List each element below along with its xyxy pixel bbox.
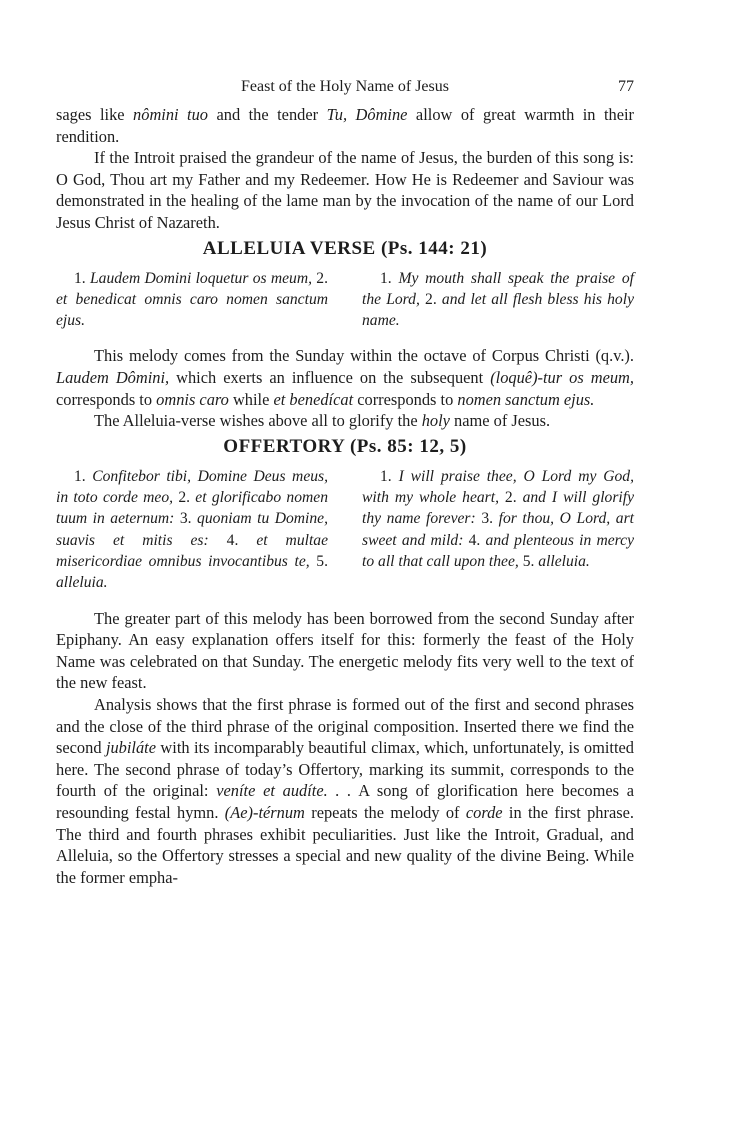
offertory-latin-text: 1. Confitebor tibi, Domine Deus meus, in toto corde meo, 2. et glorificabo nomen tuum in aeternum: 3. quoniam tu Domine, suavis et mitis es: 4. et multae misericordiae omnibus invocantibus te, 5. alleluia. [56, 467, 328, 592]
page-number: 77 [618, 78, 634, 95]
running-title: Feast of the Holy Name of Jesus [241, 78, 449, 95]
alleluia-latin-text: 1. Laudem Domini loquetur os meum, 2. et benedicat omnis caro nomen sanctum ejus. [56, 269, 328, 330]
alleluia-english-text: 1. My mouth shall speak the praise of the Lord, 2. and let all flesh bless his holy name. [362, 269, 634, 330]
alleluia-heading: ALLELUIA VERSE (Ps. 144: 21) [202, 237, 488, 259]
offertory-english-text: 1. I will praise thee, O Lord my God, with my whole heart, 2. and I will glorify thy name forever: 3. for thou, O Lord, art sweet and mild: 4. and plenteous in mercy to all that call upon thee, 5. alleluia. [362, 467, 635, 571]
offertory-commentary-2: Analysis shows that the first phrase is formed out of the first and second phrases and the close of the third phrase of the original composition. Inserted there we find the second jubiláte with its incomparably beautiful climax, which, unfortunately, is omitted here. The second phrase of today’s Offertory, marking its summit, corresponds to the fourth of the original: veníte et audíte. . . A song of glorification here becomes a resounding festal hymn. (Ae)-térnum repeats the melody of corde in the first phrase. The third and fourth phrases exhibit peculiarities. Just like the Introit, Gradual, and Alleluia, so the Offertory stresses a special and new quality of the divine Being. While the former empha- [56, 694, 634, 887]
running-head [56, 78, 634, 104]
book-page [56, 78, 634, 888]
intro-paragraph-2: If the Introit praised the grandeur of the name of Jesus, the burden of this song is: O God, Thou art my Father and my Redeemer. How He is Redeemer and Saviour was demonstrated in the healing of the lame man by the invocation of the name of our Lord Jesus Christ of Nazareth. [56, 148, 634, 232]
intro-paragraph-1: sages like nômini tuo and the tender Tu, Dômine allow of great warmth in their rendition. [56, 105, 635, 146]
offertory-commentary-1: The greater part of this melody has been borrowed from the second Sunday after Epiphany. An easy explanation offers itself for this: formerly the feast of the Holy Name was celebrated on that Sunday. The energetic melody fits very well to the text of the new feast. [56, 608, 634, 693]
offertory-heading: OFFERTORY (Ps. 85: 12, 5) [223, 435, 467, 457]
offertory-verse-columns [56, 466, 634, 594]
alleluia-commentary-1: This melody comes from the Sunday within the octave of Corpus Christi (q.v.). Laudem Dômini, which exerts an influence on the subsequent (loquê)-tur os meum, corresponds to omnis caro while et benedícat corresponds to nomen sanctum ejus. [56, 346, 634, 409]
alleluia-verse-columns [56, 268, 634, 332]
alleluia-commentary-2: The Alleluia-verse wishes above all to glorify the holy name of Jesus. [94, 411, 551, 431]
